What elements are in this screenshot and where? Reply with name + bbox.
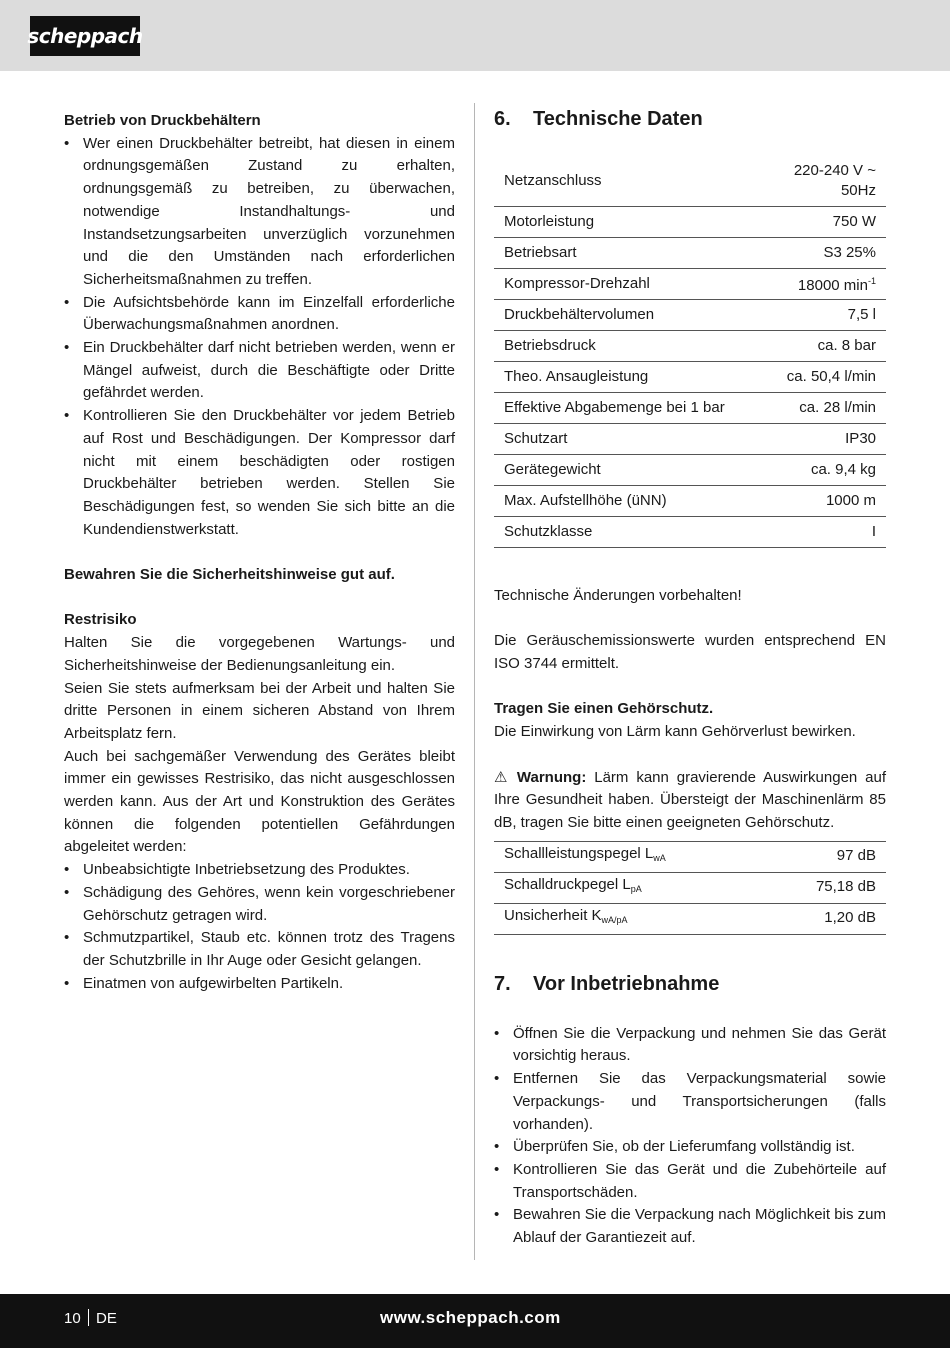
table-row [494,300,886,331]
table-row [494,841,886,872]
hearing-text: Die Einwirkung von Lärm kann Gehörverlust bewirken. [494,723,856,741]
list-item-text: Einatmen von aufgewirbelten Partikeln. [83,974,344,992]
table-label: Motorleistung [494,207,764,238]
section-7-heading [494,969,886,999]
safety-note: Bewahren Sie die Sicherheitshinweise gut auf. [64,566,395,584]
bullet-icon: • [64,293,70,311]
table-label [494,903,766,934]
list-item-text: Die Aufsichtsbehörde kann im Einzelfall erforderliche Überwachungsmaßnahmen anordnen. [83,293,455,334]
list-item [494,1159,886,1204]
table-row [494,872,886,903]
list-item-text: Überprüfen Sie, ob der Lieferumfang vollständig ist. [513,1138,855,1156]
warning-paragraph [494,767,886,835]
table-label: Theo. Ansaugleistung [494,362,764,393]
table-label: Kompressor-Drehzahl [494,269,764,300]
table-row [494,455,886,486]
label-sub: wA/pA [601,915,628,926]
table-row [494,362,886,393]
value-line: 50Hz [840,182,876,199]
table-row [494,517,886,548]
bullet-icon: • [494,1070,500,1088]
list-item-text: Wer einen Druckbehälter betreibt, hat diesen in einem ordnungsgemäßen Zustand zu erhalten, ordnungsgemäß zu betreiben, zu überwachen, notwendige Instandhaltungs- und Instandsetzungsarbeiten unverzüglich vorzunehmen und die den Umständen nach erforderlichen Sicherheitsmaßnahmen zu treffen. [83,134,455,288]
list-item [64,337,455,405]
bullet-icon: • [64,974,70,992]
table-row [494,903,886,934]
table-value: 1,20 dB [766,903,886,934]
page-header [0,0,950,71]
table-value: I [764,517,886,548]
list-item-text: Kontrollieren Sie den Druckbehälter vor jedem Betrieb auf Rost und Beschädigungen. Der Kompressor darf nicht mit einem beschädigten oder rostigen Druckbehälter betrieben werden. Stellen Sie Beschädigungen fest, so wenden Sie sich bitte an die Kundendienstwerkstatt. [83,407,455,538]
left-column [64,110,455,995]
bullet-icon: • [64,883,70,901]
table-label: Druckbehältervolumen [494,300,764,331]
table-value: 7,5 l [764,300,886,331]
bullet-icon: • [64,407,70,425]
list-item [494,1068,886,1136]
brand-logo: scheppach [30,16,140,56]
table-value: 750 W [764,207,886,238]
list-item [64,859,455,882]
bullet-icon: • [64,861,70,879]
table-value: ca. 9,4 kg [764,455,886,486]
value-line: 220-240 V ~ [793,162,876,179]
list-item [64,927,455,972]
list-item [64,882,455,927]
table-label: Gerätegewicht [494,455,764,486]
bullet-icon: • [494,1024,500,1042]
list-item [64,405,455,541]
list-item-text: Schädigung des Gehöres, wenn kein vorgeschriebener Gehörschutz getragen wird. [83,883,455,924]
label-text: Schallleistungspegel L [504,845,654,863]
table-value: 1000 m [764,486,886,517]
section-7-list [494,1023,886,1250]
table-label [494,872,766,903]
table-label: Schutzklasse [494,517,764,548]
table-row [494,393,886,424]
table-row [494,238,886,269]
list-item-text: Schmutzpartikel, Staub etc. können trotz des Tragens der Schutzbrille in Ihr Auge oder Gesicht gelangen. [83,929,455,969]
table-label: Max. Aufstellhöhe (üNN) [494,486,764,517]
list-item [64,973,455,996]
list-item-text: Unbeabsichtigte Inbetriebsetzung des Produktes. [83,861,410,879]
label-sub: pA [630,884,642,895]
table-value [764,269,886,300]
restrisiko-paragraph: Auch bei sachgemäßer Verwendung des Gerätes bleibt immer ein gewisses Restrisiko, das nicht ausgeschlossen werden kann. Aus der Art und Konstruktion des Gerätes können die folgenden potentiellen Gefährdungen abgeleitet werden: [64,747,455,856]
table-value: S3 25% [764,238,886,269]
changes-note: Technische Änderungen vorbehalten! [494,587,742,604]
label-text: Schalldruckpegel L [504,876,631,894]
page-separator [88,1309,89,1326]
table-value: 97 dB [766,841,886,872]
list-item [64,133,455,292]
restrisiko-heading: Restrisiko [64,611,137,629]
noise-note: Die Geräuschemissionswerte wurden entsprechend EN ISO 3744 ermittelt. [494,632,886,673]
bullet-icon: • [494,1160,500,1178]
list-item [494,1023,886,1068]
table-row [494,331,886,362]
label-text: Unsicherheit K [504,907,602,925]
warning-label: Warnung: [516,768,587,786]
table-value: ca. 8 bar [764,331,886,362]
list-item [494,1136,886,1159]
bullet-icon: • [64,134,70,152]
warning-icon: ⚠ [494,768,508,786]
table-row [494,207,886,238]
table-label: Schutzart [494,424,764,455]
restrisiko-paragraph: Seien Sie stets aufmerksam bei der Arbeit und halten Sie dritte Personen in einem sicheren Abstand von Ihrem Arbeitsplatz fern. [64,679,455,742]
table-label: Betriebsart [494,238,764,269]
bullet-icon: • [64,339,70,357]
table-value: ca. 28 l/min [764,393,886,424]
table-value: 75,18 dB [766,872,886,903]
section-number: 6. [494,108,511,130]
table-row [494,156,886,207]
list-item [494,1204,886,1249]
list-item [64,292,455,337]
hearing-heading: Tragen Sie einen Gehörschutz. [494,700,714,718]
label-sub: wA [653,853,666,864]
restrisiko-paragraph: Halten Sie die vorgegebenen Wartungs- und Sicherheitshinweise der Bedienungsanleitung ein. [64,634,455,674]
value-sup: -1 [867,276,876,287]
bullet-icon: • [494,1138,500,1156]
website-link[interactable]: www.scheppach.com [380,1308,561,1327]
value-text: 18000 min [797,277,868,295]
table-value: IP30 [764,424,886,455]
restrisiko-list [64,859,455,995]
list-item-text: Ein Druckbehälter darf nicht betrieben werden, wenn er Mängel aufweist, durch die Beschäftigte oder Dritte gefährdet werden. [83,339,455,402]
table-value: ca. 50,4 l/min [764,362,886,393]
warning-text: Lärm kann gravierende Auswirkungen auf Ihre Gesundheit haben. Übersteigt der Maschinenlärm 85 dB, tragen Sie bitte einen geeigneten Gehörschutz. [494,768,887,831]
section-number: 7. [494,972,511,995]
table-row [494,424,886,455]
list-item-text: Entfernen Sie das Verpackungsmaterial sowie Verpackungs- und Transportsicherungen (falls vorhanden). [513,1070,886,1133]
table-label: Netzanschluss [494,156,764,207]
section-title: Vor Inbetriebnahme [533,972,720,995]
table-row [494,269,886,300]
table-label: Effektive Abgabemenge bei 1 bar [494,393,764,424]
page-footer [0,1294,950,1348]
list-item-text: Öffnen Sie die Verpackung und nehmen Sie das Gerät vorsichtig heraus. [513,1024,886,1065]
list-item-text: Kontrollieren Sie das Gerät und die Zubehörteile auf Transportschäden. [513,1160,886,1201]
bullet-icon: • [494,1206,500,1224]
noise-table [494,841,886,935]
section-title: Technische Daten [533,108,703,130]
table-label: Betriebsdruck [494,331,764,362]
table-label [494,841,766,872]
table-row [494,486,886,517]
betrieb-list [64,133,455,542]
betrieb-heading: Betrieb von Druckbehältern [64,112,261,129]
bullet-icon: • [64,929,70,947]
table-value [764,156,886,207]
section-6-heading [494,104,886,134]
right-column [494,104,886,1250]
page-number: 10 [64,1310,81,1327]
page-language: DE [96,1310,117,1327]
column-divider [474,103,475,1260]
list-item-text: Bewahren Sie die Verpackung nach Möglichkeit bis zum Ablauf der Garantiezeit auf. [513,1206,886,1247]
tech-data-table [494,156,886,548]
